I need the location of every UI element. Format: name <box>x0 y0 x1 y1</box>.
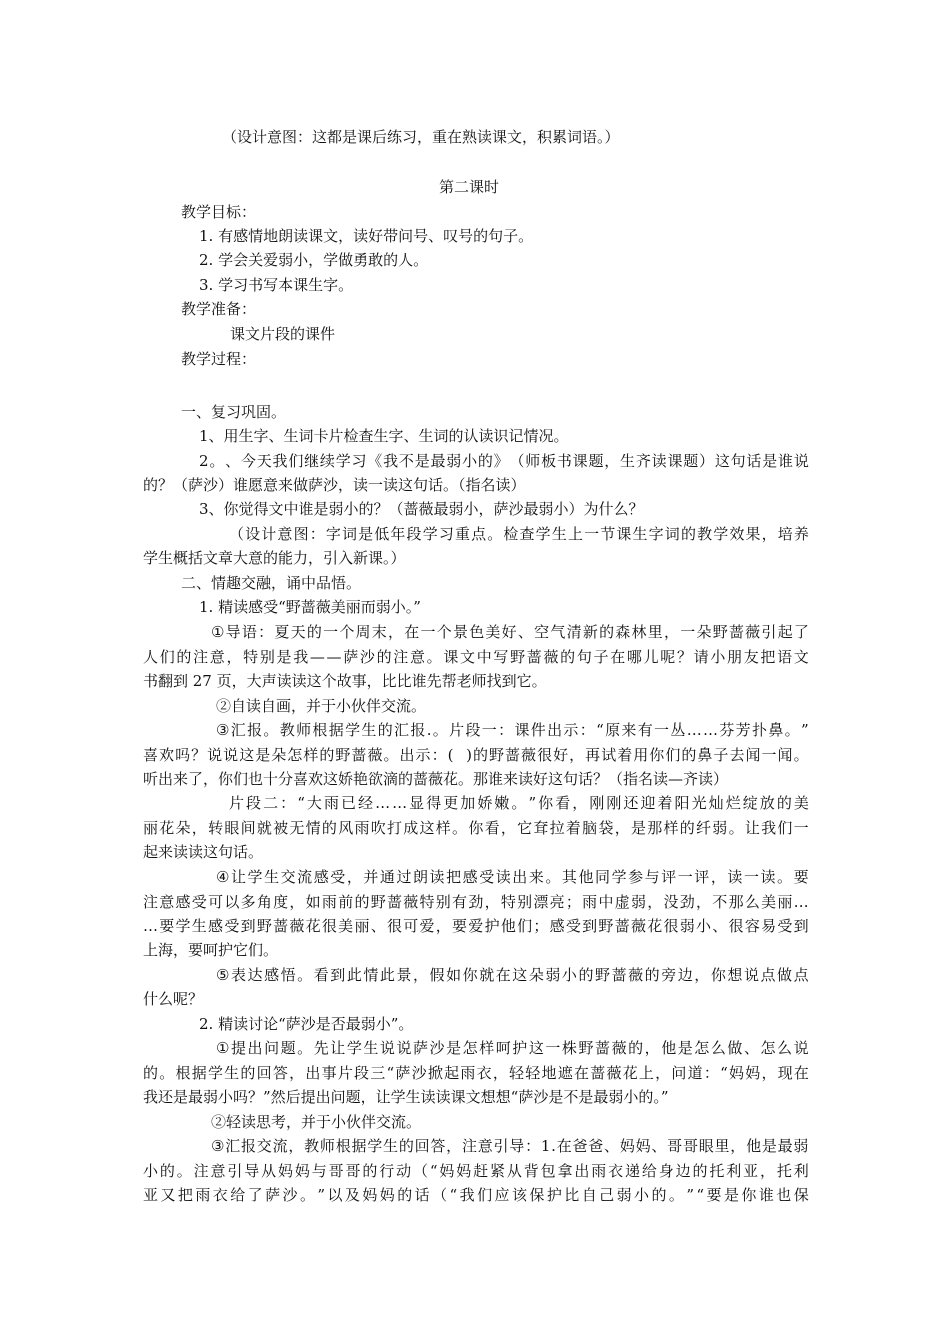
section2-para: 丽 花 朵 ， 转 眼 间 就 被 无 情 的 风 雨 吹 打 成 这 样 。 你 看 ， 它 耷 拉 着 脑 袋 ， 是 那 样 的 纤 弱 。 让 我 们 一 <box>143 819 809 837</box>
section2-para: 上海，要呵护它们。 <box>143 941 279 959</box>
section2-para: ④ 让 学 生 交 流 感 受 ， 并 通 过 朗 读 把 感 受 读 出 来 。 其 他 同 学 参 与 评 一 评 ， 读 一 读 。 要 <box>216 868 809 886</box>
section2-para: 小 的 。 注 意 引 导 从 妈 妈 与 哥 哥 的 行 动 （ “ 妈 妈 赶 紧 从 背 包 拿 出 雨 衣 递 给 身 边 的 托 利 亚 ， 托 利 <box>143 1162 809 1180</box>
section2-para: 亚 又 把 雨 衣 给 了 萨 沙 。 ” 以 及 妈 妈 的 话 （ “ 我 们 应 该 保 护 比 自 己 弱 小 的 。 ” “ 要 是 你 谁 也 保 <box>143 1186 809 1204</box>
prep-item: 课文片段的课件 <box>230 325 336 343</box>
section2-para: 书翻到 27 页，大声读读这个故事，比比谁先帮老师找到它。 <box>143 672 547 690</box>
section2-para: 的 。 根 据 学 生 的 回 答 ， 出 事 片 段 三 “ 萨 沙 掀 起 雨 衣 ， 轻 轻 地 遮 在 蔷 薇 花 上 ， 问 道 ： “ 妈 妈 ， 现 在 <box>143 1064 809 1082</box>
part2-title: 2. 精读讨论“萨沙是否最弱小”。 <box>199 1015 414 1033</box>
section1-heading: 一、复习巩固。 <box>181 403 287 421</box>
section2-para: 片 段 二 ： “ 大 雨 已 经 … … 显 得 更 加 娇 嫩 。 ” 你 看 ， 刚 刚 还 迎 着 阳 光 灿 烂 绽 放 的 美 <box>229 794 809 812</box>
section2-para: ③ 汇 报 。 教 师 根 据 学 生 的 汇 报 . 。 片 段 一 ： 课 件 出 示 ： “ 原 来 有 一 丛 … … 芬 芳 扑 鼻 。 ” <box>216 721 809 739</box>
goal-item: 1. 有感情地朗读课文，读好带问号、叹号的句子。 <box>199 227 534 245</box>
part1-title: 1. 精读感受“野蔷薇美丽而弱小。” <box>199 598 421 616</box>
section2-para: ③ 汇 报 交 流 ， 教 师 根 据 学 生 的 回 答 ， 注 意 引 导 ： 1 . 在 爸 爸 、 妈 妈 、 哥 哥 眼 里 ， 他 是 最 弱 <box>211 1137 809 1155</box>
section2-para: 听出来了，你们也十分喜欢这娇艳欲滴的蔷薇花。那谁来读好这句话？（指名读—齐读） <box>143 770 729 788</box>
process-heading: 教学过程： <box>181 350 257 368</box>
section1-para: 1、用生字、生词卡片检查生字、生词的认读识记情况。 <box>199 427 569 445</box>
section2-para: 注 意 感 受 可 以 多 角 度 ， 如 雨 前 的 野 蔷 薇 特 别 有 劲 ， 特 别 漂 亮 ； 雨 中 虚 弱 ， 没 劲 ， 不 那 么 美 丽 … <box>143 893 809 911</box>
section2-para: 我还是最弱小吗？”然后提出问题，让学生读读课文想想“萨沙是不是最弱小的。” <box>143 1088 669 1106</box>
section2-para: … 要 学 生 感 受 到 野 蔷 薇 花 很 美 丽 、 很 可 爱 ， 要 爱 护 他 们 ； 感 受 到 野 蔷 薇 花 很 弱 小 、 很 容 易 受 到 <box>143 917 809 935</box>
section2-para: 起来读读这句话。 <box>143 843 264 861</box>
prep-heading: 教学准备： <box>181 300 257 318</box>
goal-item: 3. 学习书写本课生字。 <box>199 276 354 294</box>
section1-para: 的？（萨沙）谁愿意来做萨沙，读一读这句话。（指名读） <box>143 476 526 494</box>
section2-para: 人 们 的 注 意 ， 特 别 是 我 — — 萨 沙 的 注 意 。 课 文 中 写 野 蔷 薇 的 句 子 在 哪 儿 呢 ？ 请 小 朋 友 把 语 文 <box>143 648 809 666</box>
section1-note: 学生概括文章大意的能力，引入新课。） <box>143 549 406 567</box>
goals-heading: 教学目标： <box>181 203 257 221</box>
section2-para: ②轻读思考，并于小伙伴交流。 <box>211 1113 422 1131</box>
section2-para: 什么呢？ <box>143 990 204 1008</box>
section1-para: 2 。 、 今 天 我 们 继 续 学 习 《 我 不 是 最 弱 小 的 》 （ 师 板 书 课 题 ， 生 齐 读 课 题 ） 这 句 话 是 谁 说 <box>199 452 809 470</box>
section1-note: （ 设 计 意 图 ： 字 词 是 低 年 段 学 习 重 点 。 检 查 学 生 上 一 节 课 生 字 词 的 教 学 效 果 ， 培 养 <box>229 525 809 543</box>
section2-para: ⑤ 表 达 感 悟 。 看 到 此 情 此 景 ， 假 如 你 就 在 这 朵 弱 小 的 野 蔷 薇 的 旁 边 ， 你 想 说 点 做 点 <box>216 966 809 984</box>
section2-para: ②自读自画，并于小伙伴交流。 <box>216 697 427 715</box>
section2-para: ① 导 语 ： 夏 天 的 一 个 周 末 ， 在 一 个 景 色 美 好 、 空 气 清 新 的 森 林 里 ， 一 朵 野 蔷 薇 引 起 了 <box>211 623 809 641</box>
section2-para: ① 提 出 问 题 。 先 让 学 生 说 说 萨 沙 是 怎 样 呵 护 这 一 株 野 蔷 薇 的 ， 他 是 怎 么 做 、 怎 么 说 <box>216 1039 809 1057</box>
section2-para: 喜 欢 吗 ？ 说 说 这 是 朵 怎 样 的 野 蔷 薇 。 出 示 ： ( ) 的 野 蔷 薇 很 好 ， 再 试 着 用 你 们 的 鼻 子 去 闻 一 闻 。 <box>143 746 809 764</box>
goal-item: 2. 学会关爱弱小，学做勇敢的人。 <box>199 251 429 269</box>
section2-heading: 二、情趣交融，诵中品悟。 <box>181 574 362 592</box>
lesson-title: 第二课时 <box>439 178 500 196</box>
section1-para: 3、你觉得文中谁是弱小的？（蔷薇最弱小，萨沙最弱小）为什么？ <box>199 500 644 518</box>
intro-note: （设计意图：这都是课后练习，重在熟读课文，积累词语。） <box>222 128 620 146</box>
